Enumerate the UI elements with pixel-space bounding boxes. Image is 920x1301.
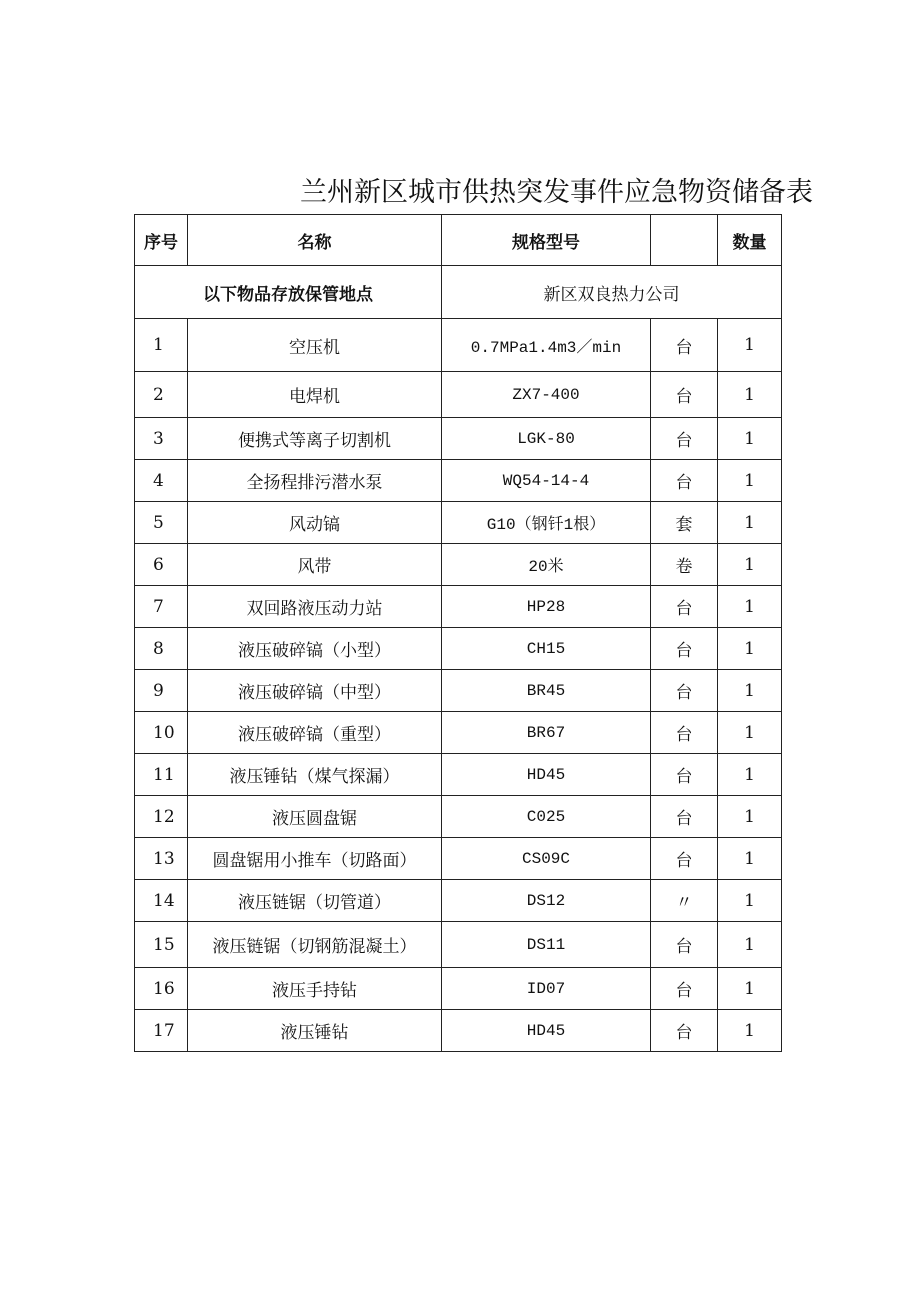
row-spec: HP28 [442,586,651,628]
row-spec: DS12 [442,880,651,922]
row-spec: ID07 [442,968,651,1010]
table-row [135,372,782,418]
row-seq: 13 [135,838,188,880]
row-spec: 20米 [442,544,651,586]
row-unit: 套 [651,502,718,544]
row-name: 液压破碎镐（中型） [188,670,442,712]
header-row [135,215,782,266]
table-row [135,586,782,628]
header-spec: 规格型号 [442,215,651,266]
row-unit: 台 [651,922,718,968]
header-seq: 序号 [135,215,188,266]
table-row [135,628,782,670]
table-row [135,460,782,502]
row-unit: 台 [651,418,718,460]
row-name: 液压锤钻 [188,1010,442,1052]
row-seq: 8 [135,628,188,670]
row-qty: 1 [718,754,782,796]
row-name: 电焊机 [188,372,442,418]
row-seq: 11 [135,754,188,796]
row-name: 全扬程排污潜水泵 [188,460,442,502]
row-name: 液压手持钻 [188,968,442,1010]
table-row [135,712,782,754]
row-unit: 台 [651,968,718,1010]
row-spec: CH15 [442,628,651,670]
row-name: 液压链锯（切管道） [188,880,442,922]
header-unit [651,215,718,266]
row-qty: 1 [718,796,782,838]
table-row [135,796,782,838]
row-seq: 16 [135,968,188,1010]
row-name: 风带 [188,544,442,586]
row-qty: 1 [718,502,782,544]
row-spec: C025 [442,796,651,838]
row-unit: 台 [651,319,718,372]
row-seq: 12 [135,796,188,838]
table-row [135,544,782,586]
row-unit: 卷 [651,544,718,586]
row-seq: 9 [135,670,188,712]
row-name: 风动镐 [188,502,442,544]
row-qty: 1 [718,670,782,712]
row-unit: 台 [651,628,718,670]
row-qty: 1 [718,922,782,968]
row-spec: LGK-80 [442,418,651,460]
row-qty: 1 [718,712,782,754]
row-name: 便携式等离子切割机 [188,418,442,460]
table-row [135,838,782,880]
row-unit: 台 [651,1010,718,1052]
table-row [135,922,782,968]
row-spec: G10（钢钎1根） [442,502,651,544]
row-name: 双回路液压动力站 [188,586,442,628]
location-value: 新区双良热力公司 [442,266,782,319]
table-row [135,319,782,372]
row-qty: 1 [718,968,782,1010]
table-row [135,418,782,460]
row-qty: 1 [718,628,782,670]
row-seq: 2 [135,372,188,418]
location-label: 以下物品存放保管地点 [135,266,442,319]
row-seq: 6 [135,544,188,586]
reserve-table [134,214,782,1052]
table-row [135,968,782,1010]
row-unit: 台 [651,754,718,796]
row-unit: 台 [651,796,718,838]
row-spec: 0.7MPa1.4m3／min [442,319,651,372]
row-qty: 1 [718,460,782,502]
row-spec: ZX7-400 [442,372,651,418]
location-row [135,266,782,319]
row-unit: 台 [651,586,718,628]
table-row [135,754,782,796]
row-unit: 台 [651,670,718,712]
row-name: 圆盘锯用小推车（切路面） [188,838,442,880]
row-qty: 1 [718,880,782,922]
row-seq: 7 [135,586,188,628]
row-qty: 1 [718,586,782,628]
row-spec: BR45 [442,670,651,712]
row-seq: 17 [135,1010,188,1052]
row-name: 空压机 [188,319,442,372]
row-spec: HD45 [442,1010,651,1052]
header-qty: 数量 [718,215,782,266]
table-row [135,670,782,712]
row-name: 液压圆盘锯 [188,796,442,838]
row-seq: 1 [135,319,188,372]
header-name: 名称 [188,215,442,266]
row-unit: 台 [651,838,718,880]
document-title: 兰州新区城市供热突发事件应急物资储备表 [300,177,813,208]
table-row [135,502,782,544]
row-seq: 5 [135,502,188,544]
row-seq: 4 [135,460,188,502]
row-seq: 15 [135,922,188,968]
table-row [135,880,782,922]
row-name: 液压破碎镐（小型） [188,628,442,670]
row-seq: 3 [135,418,188,460]
row-qty: 1 [718,1010,782,1052]
row-spec: DS11 [442,922,651,968]
row-unit: 台 [651,712,718,754]
row-qty: 1 [718,319,782,372]
row-spec: WQ54-14-4 [442,460,651,502]
row-qty: 1 [718,838,782,880]
row-unit: 台 [651,372,718,418]
row-qty: 1 [718,418,782,460]
row-unit: 台 [651,460,718,502]
row-qty: 1 [718,372,782,418]
row-spec: CS09C [442,838,651,880]
row-spec: HD45 [442,754,651,796]
row-unit: 〃 [651,880,718,922]
row-seq: 14 [135,880,188,922]
table-row [135,1010,782,1052]
row-name: 液压锤钻（煤气探漏） [188,754,442,796]
row-name: 液压破碎镐（重型） [188,712,442,754]
row-seq: 10 [135,712,188,754]
row-qty: 1 [718,544,782,586]
row-name: 液压链锯（切钢筋混凝土） [188,922,442,968]
row-spec: BR67 [442,712,651,754]
